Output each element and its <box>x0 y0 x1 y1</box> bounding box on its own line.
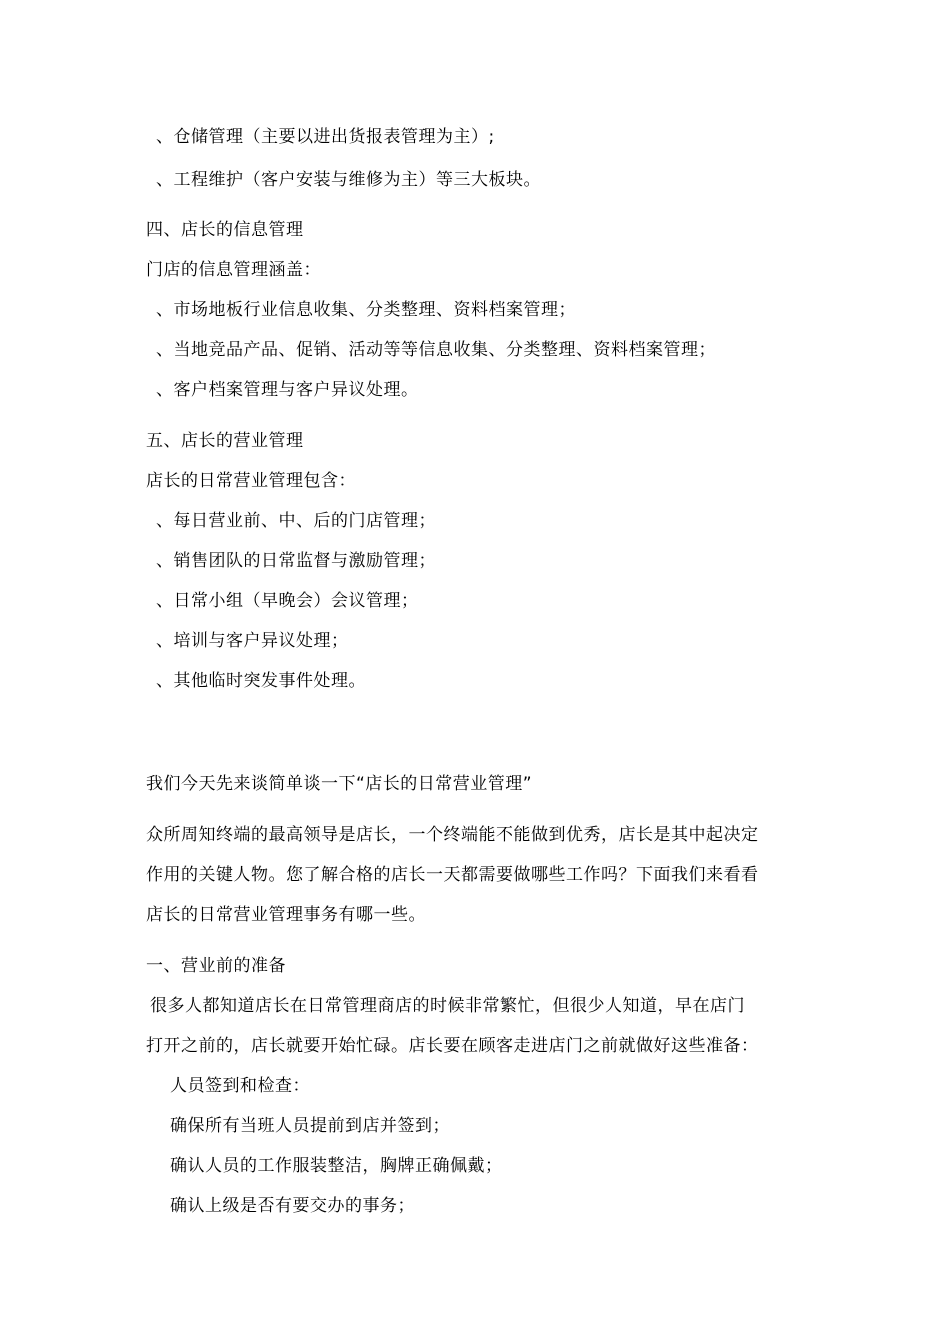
list-item-meetings: 、日常小组（早晚会）会议管理； <box>156 591 419 611</box>
list-item-warehouse: 、仓储管理（主要以进出货报表管理为主）; <box>156 127 495 147</box>
checklist-item: 确认人员的工作服装整洁，胸牌正确佩戴； <box>170 1156 503 1176</box>
paragraph-line: 作用的关键人物。您了解合格的店长一天都需要做哪些工作吗？下面我们来看看 <box>146 865 759 885</box>
checklist-item: 确认上级是否有要交办的事务； <box>170 1196 415 1216</box>
paragraph-line: 打开之前的，店长就要开始忙碌。店长要在顾客走进店门之前就做好这些准备： <box>146 1036 759 1056</box>
list-item-engineering: 、工程维护（客户安装与维修为主）等三大板块。 <box>156 170 541 190</box>
section-heading-pre-opening: 一、营业前的准备 <box>146 956 286 976</box>
list-item-market-info: 、市场地板行业信息收集、分类整理、资料档案管理； <box>156 300 576 320</box>
section-heading-business-management: 五、店长的营业管理 <box>146 431 304 451</box>
paragraph-topic-intro: 我们今天先来谈简单谈一下“店长的日常营业管理” <box>146 774 533 794</box>
paragraph-line: 店长的日常营业管理事务有哪一些。 <box>146 905 426 925</box>
paragraph-info-intro: 门店的信息管理涵盖： <box>146 260 321 280</box>
list-item-competitor-info: 、当地竞品产品、促销、活动等等信息收集、分类整理、资料档案管理； <box>156 340 716 360</box>
list-item-emergencies: 、其他临时突发事件处理。 <box>156 671 366 691</box>
paragraph-line: 众所周知终端的最高领导是店长，一个终端能不能做到优秀，店长是其中起决定 <box>146 825 759 845</box>
list-item-sales-team: 、销售团队的日常监督与激励管理； <box>156 551 436 571</box>
list-item-training: 、培训与客户异议处理； <box>156 631 349 651</box>
subheading-staff-checkin: 人员签到和检查： <box>170 1076 310 1096</box>
paragraph-business-intro: 店长的日常营业管理包含： <box>146 471 356 491</box>
section-heading-info-management: 四、店长的信息管理 <box>146 220 304 240</box>
checklist-item: 确保所有当班人员提前到店并签到； <box>170 1116 450 1136</box>
paragraph-line: 很多人都知道店长在日常管理商店的时候非常繁忙，但很少人知道，早在店门 <box>150 996 745 1016</box>
list-item-daily-store: 、每日营业前、中、后的门店管理； <box>156 511 436 531</box>
list-item-customer-files: 、客户档案管理与客户异议处理。 <box>156 380 419 400</box>
